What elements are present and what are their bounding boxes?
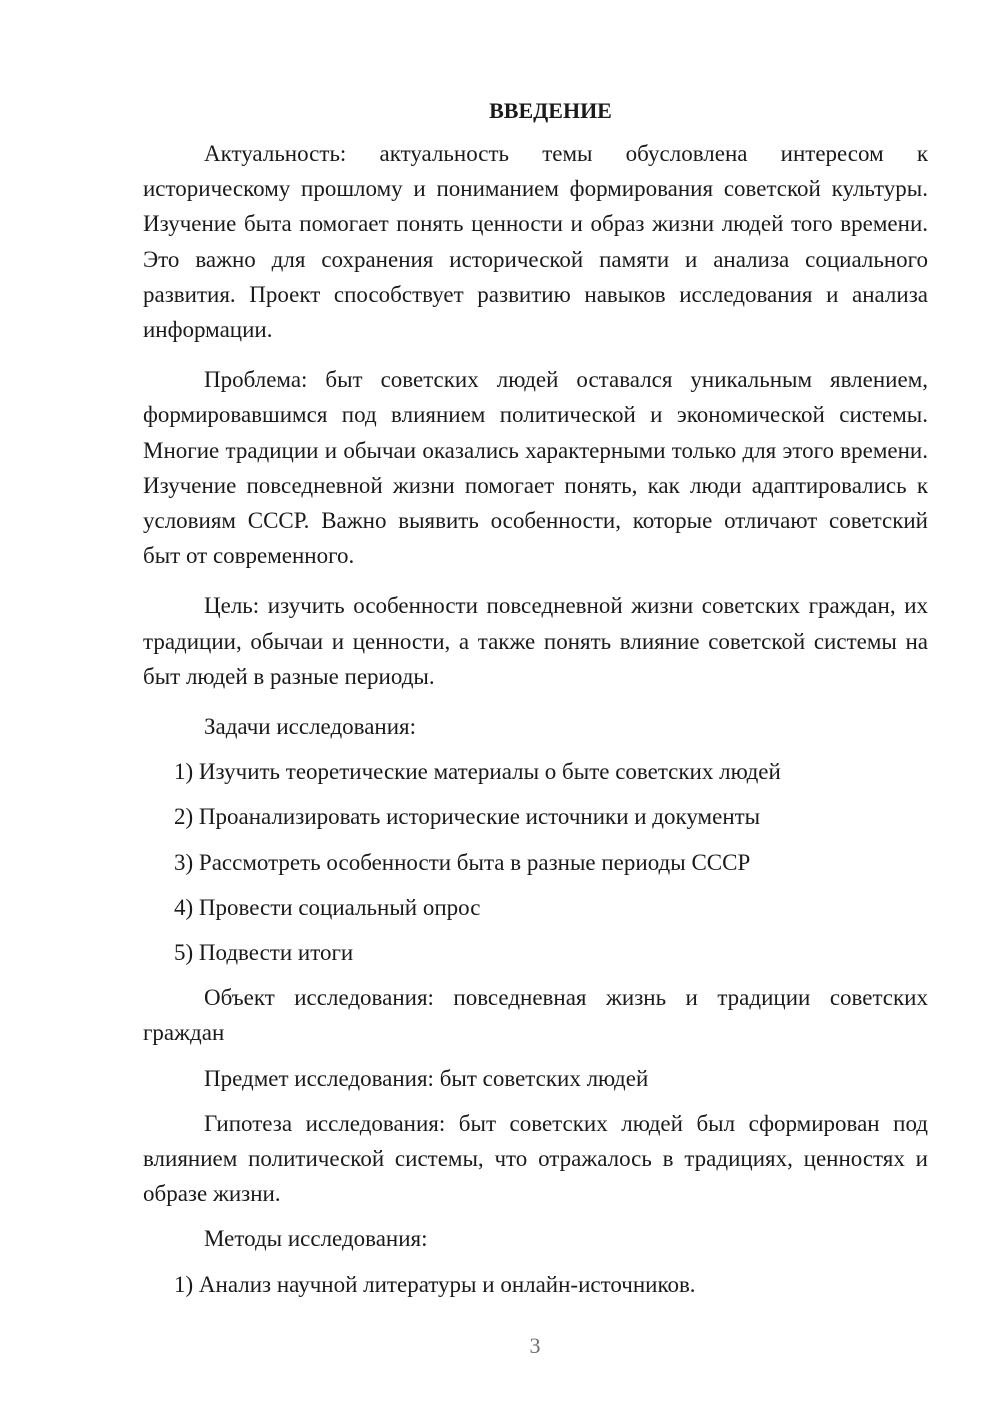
list-item: 5) Подвести итоги [174,940,354,966]
list-item: 3) Рассмотреть особенности быта в разные периоды СССР [174,849,751,875]
page-number: 3 [529,1333,541,1358]
tasks-list [143,754,928,970]
paragraph-hypothesis: Гипотеза исследования: быт советских людей был сформирован под влиянием политической системы, что отражалось в традициях, ценностях и образе жизни. [143,1110,928,1207]
paragraph-goal: Цель: изучить особенности повседневной жизни советских граждан, их традиции, обычаи и ценности, а также понять влияние советской системы на быт людей в разные периоды. [143,593,928,689]
paragraph-problem: Проблема: быт советских людей оставался уникальным явлением, формировавшимся под влиянием политической и экономической системы. Многие традиции и обычаи оказались характерными только для этого времени. Изучение повседневной жизни помогает понять, как люди адаптировались к условиям СССР. Важно выявить особенности, которые отличают советский быт от современного. [143,367,928,569]
paragraph-subject: Предмет исследования: быт советских людей [204,1065,649,1091]
list-item: 1) Анализ научной литературы и онлайн-источников. [174,1271,696,1297]
list-item: 4) Провести социальный опрос [174,894,481,920]
paragraph-object: Объект исследования: повседневная жизнь и традиции советских граждан [143,985,928,1046]
list-item: 2) Проанализировать исторические источники и документы [174,804,761,830]
list-item: 1) Изучить теоретические материалы о быте советских людей [174,759,781,785]
section-heading: ВВЕДЕНИЕ [489,98,612,123]
page-content [143,96,928,1302]
paragraph-relevance: Актуальность: актуальность темы обусловлена интересом к историческому прошлому и пониманием формирования советской культуры. Изучение быта помогает понять ценности и образ жизни людей того времени. Это важно для сохранения исторической памяти и анализа социального развития. Проект способствует развитию навыков исследования и анализа информации. [143,141,928,343]
methods-title: Методы исследования: [204,1226,428,1252]
tasks-title: Задачи исследования: [204,714,417,740]
methods-list [143,1267,928,1302]
